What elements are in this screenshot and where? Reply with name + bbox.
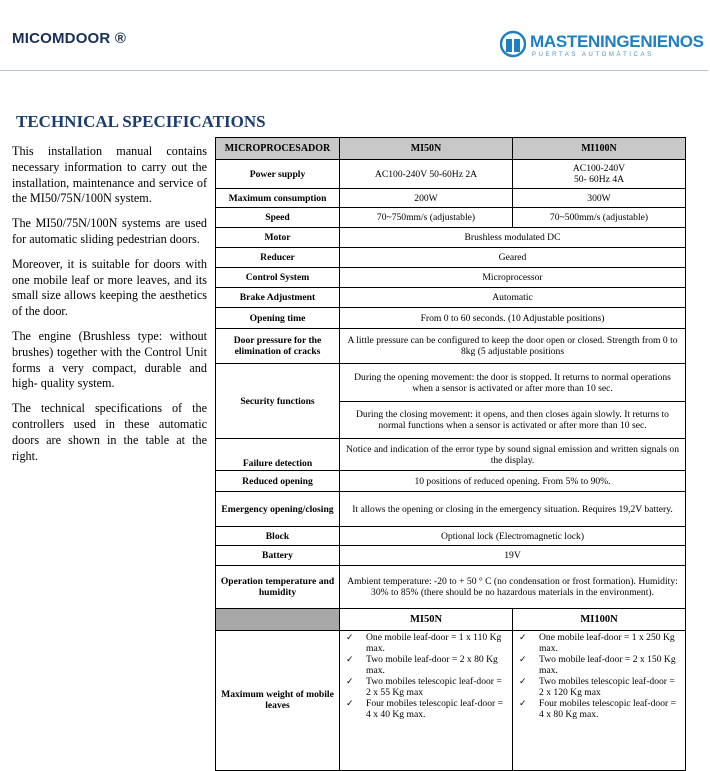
intro-paragraph: Moreover, it is suitable for doors with one mobile leaf or more leaves, and its small size allows keeping the aesthetics of the door. [12,256,207,319]
subheader-blank [216,609,340,631]
table-row [216,248,686,268]
row-value: Brushless modulated DC [340,228,686,248]
table-row [216,471,686,492]
table-row [216,268,686,288]
subheader-col-mi100n: MI100N [513,609,686,631]
header-label: MICROPROCESADOR [216,138,340,160]
row-label: Battery [216,546,340,566]
table-row [216,566,686,609]
logo-door-icon [500,30,526,58]
row-label: Brake Adjustment [216,288,340,308]
row-value: 300W [513,189,686,208]
list-item: ✓ Two mobiles telescopic leaf-door = 2 x 55 Kg max [344,676,508,698]
intro-text [12,144,207,473]
row-value: Optional lock (Electromagnetic lock) [340,527,686,546]
header-divider [0,70,708,71]
logo-subtitle: PUERTAS AUTOMÁTICAS [532,52,654,58]
table-row [216,228,686,248]
row-value: Ambient temperature: -20 to + 50 ° C (no condensation or frost formation). Humidity: 30% to 85% (there should be no hazardous materials in the environment). [340,566,686,609]
intro-paragraph: This installation manual contains necessary information to carry out the installation, maintenance and service of the MI50/75N/100N system. [12,144,207,206]
row-label: Maximum consumption [216,189,340,208]
table-row [216,208,686,228]
list-item: ✓ Two mobiles telescopic leaf-door = 2 x 120 Kg max [517,676,681,698]
subheader-col-mi50n: MI50N [340,609,513,631]
row-label: Reducer [216,248,340,268]
list-item: ✓ One mobile leaf-door = 1 x 110 Kg max. [344,632,508,654]
section-title: TECHNICAL SPECIFICATIONS [16,112,266,131]
intro-paragraph: The MI50/75N/100N systems are used for automatic sliding pedestrian doors. [12,216,207,246]
row-value: Geared [340,248,686,268]
row-value [513,160,686,189]
row-label: Failure detection [216,439,340,471]
row-value: AC100-240V 50-60Hz 2A [340,160,513,189]
row-label: Maximum weight of mobile leaves [216,631,340,771]
row-label: Door pressure for the elimination of cracks [216,329,340,364]
row-value: It allows the opening or closing in the emergency situation. Requires 19,2V battery. [340,492,686,527]
intro-paragraph: The engine (Brushless type: without brushes) together with the Control Unit forms a very compact, durable and high- quality system. [12,328,207,391]
list-item: ✓ Four mobiles telescopic leaf-door = 4 x 40 Kg max. [344,698,508,720]
row-value: During the closing movement: it opens, and then closes again slowly. It returns to normal functions when a sensor is activated or after more than 10 sec. [340,402,686,439]
logo-text: MASTENINGENIENOS [530,32,704,51]
row-value-line: AC100-240V [572,163,626,174]
table-row [216,439,686,471]
row-label: Reduced opening [216,471,340,492]
weight-list-mi50n [340,631,513,771]
table-row [216,160,686,189]
row-value: 200W [340,189,513,208]
company-logo [500,30,704,64]
row-label: Control System [216,268,340,288]
row-label: Speed [216,208,340,228]
table-row [216,492,686,527]
row-value-line: 50- 60Hz 4A [573,174,625,185]
row-value: Microprocessor [340,268,686,288]
table-row [216,288,686,308]
table-row [216,364,686,402]
table-row [216,189,686,208]
row-value: 70~750mm/s (adjustable) [340,208,513,228]
row-label: Opening time [216,308,340,329]
table-row [216,546,686,566]
table-row [216,527,686,546]
weight-list-mi100n [513,631,686,771]
table-subheader-row [216,609,686,631]
row-value: From 0 to 60 seconds. (10 Adjustable positions) [340,308,686,329]
row-value: A little pressure can be configured to keep the door open or closed. Strength from 0 to 8kg (5 adjustable positions [340,329,686,364]
row-value: 70~500mm/s (adjustable) [513,208,686,228]
row-value: Notice and indication of the error type by sound signal emission and written signals on the display. [340,439,686,471]
list-item: ✓ One mobile leaf-door = 1 x 250 Kg max. [517,632,681,654]
row-label: Motor [216,228,340,248]
table-row [216,308,686,329]
brand-title: MICOMDOOR ® [12,30,127,47]
row-value: 19V [340,546,686,566]
table-row [216,329,686,364]
list-item: ✓ Two mobile leaf-door = 2 x 80 Kg max. [344,654,508,676]
table-header-row [216,138,686,160]
list-item: ✓ Two mobile leaf-door = 2 x 150 Kg max. [517,654,681,676]
row-label: Block [216,527,340,546]
row-label: Power supply [216,160,340,189]
row-label: Emergency opening/closing [216,492,340,527]
row-label: Operation temperature and humidity [216,566,340,609]
spec-table [215,137,686,771]
header-col-mi100n: MI100N [513,138,686,160]
row-value: Automatic [340,288,686,308]
intro-paragraph: The technical specifications of the controllers used in these automatic doors are shown in the table at the right. [12,401,207,463]
row-label: Security functions [216,364,340,439]
table-row [216,631,686,771]
list-item: ✓ Four mobiles telescopic leaf-door = 4 x 80 Kg max. [517,698,681,720]
row-value: 10 positions of reduced opening. From 5% to 90%. [340,471,686,492]
header-col-mi50n: MI50N [340,138,513,160]
row-value: During the opening movement: the door is stopped. It returns to normal operations when a sensor is activated or after more than 10 sec. [340,364,686,402]
